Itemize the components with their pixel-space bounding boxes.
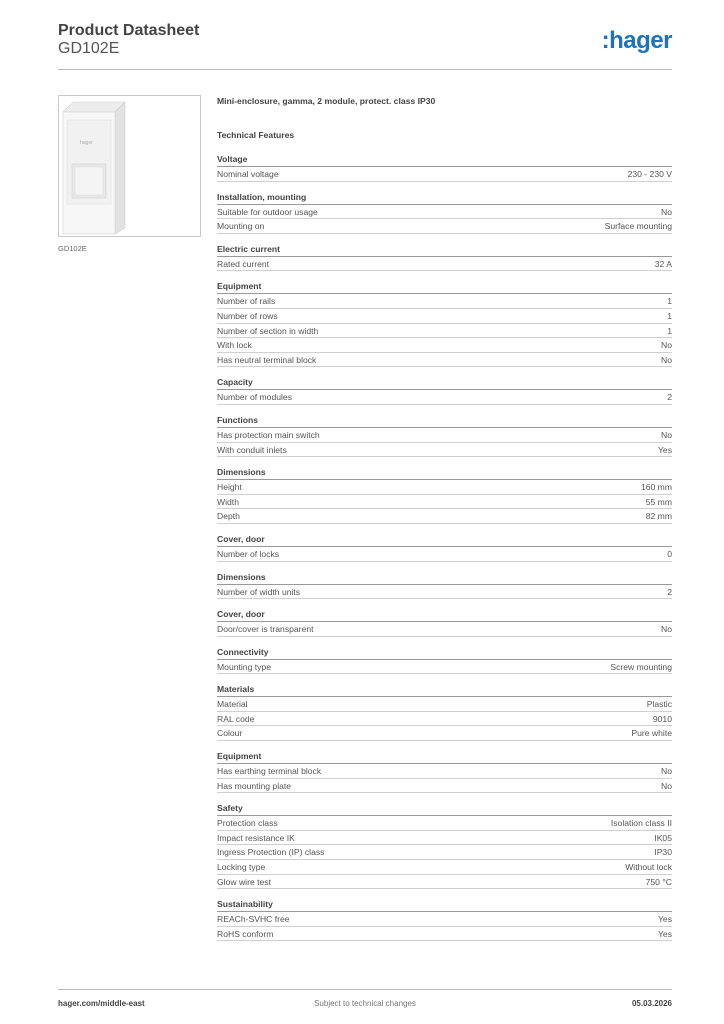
footer-date: 05.03.2026 xyxy=(631,999,672,1008)
spec-value: Screw mounting xyxy=(610,661,672,672)
spec-value: No xyxy=(661,206,672,217)
spec-section xyxy=(217,750,672,793)
spec-value: 230 - 230 V xyxy=(627,169,672,179)
section-title: Functions xyxy=(217,414,672,428)
spec-row xyxy=(217,219,672,234)
spec-row xyxy=(217,585,672,600)
spec-section xyxy=(217,466,672,524)
spec-row xyxy=(217,816,672,831)
spec-label: Material xyxy=(217,699,248,710)
spec-section xyxy=(217,191,672,234)
section-title: Equipment xyxy=(217,280,672,294)
spec-row xyxy=(217,779,672,794)
spec-value: 2 xyxy=(667,586,672,597)
spec-row xyxy=(217,309,672,324)
footer-website: hager.com/middle-east xyxy=(58,999,145,1008)
spec-section xyxy=(217,414,672,457)
spec-label: Ingress Protection (IP) class xyxy=(217,847,325,858)
spec-value: 160 mm xyxy=(640,482,672,493)
spec-section xyxy=(217,153,672,182)
section-title: Cover, door xyxy=(217,533,672,547)
spec-label: Has mounting plate xyxy=(217,780,292,791)
spec-label: Width xyxy=(217,496,239,507)
spec-row xyxy=(217,912,672,927)
spec-value: Yes xyxy=(657,928,672,939)
spec-label: Has protection main switch xyxy=(217,429,320,440)
spec-label: Door/cover is transparent xyxy=(217,624,314,635)
page-footer xyxy=(58,989,672,1013)
spec-row xyxy=(217,428,672,443)
spec-section xyxy=(217,646,672,675)
spec-section xyxy=(217,571,672,600)
section-title: Cover, door xyxy=(217,608,672,622)
spec-value: 0 xyxy=(667,548,672,559)
spec-label: Height xyxy=(217,482,242,493)
spec-value: 1 xyxy=(667,310,672,321)
spec-label: With lock xyxy=(217,340,252,351)
spec-row xyxy=(217,480,672,495)
footer-note: Subject to technical changes xyxy=(314,999,416,1008)
spec-value: 750 °C xyxy=(645,876,672,887)
spec-row xyxy=(217,294,672,309)
spec-row xyxy=(217,697,672,712)
spec-section xyxy=(217,683,672,741)
spec-row xyxy=(217,205,672,220)
spec-value: No xyxy=(661,429,672,440)
spec-row xyxy=(217,831,672,846)
spec-value: Pure white xyxy=(631,728,672,739)
spec-value: No xyxy=(661,766,672,777)
spec-label: With conduit inlets xyxy=(217,444,287,455)
section-title: Materials xyxy=(217,683,672,697)
spec-label: REACh-SVHC free xyxy=(217,914,290,925)
spec-label: Suitable for outdoor usage xyxy=(217,206,318,217)
spec-row xyxy=(217,875,672,890)
spec-label: Depth xyxy=(217,511,240,522)
section-title: Connectivity xyxy=(217,646,672,660)
section-title: Voltage xyxy=(217,153,672,167)
spec-value: No xyxy=(661,354,672,365)
spec-label: Nominal voltage xyxy=(217,169,279,179)
spec-label: RoHS conform xyxy=(217,928,274,939)
spec-row xyxy=(217,726,672,741)
spec-row xyxy=(217,324,672,339)
spec-section xyxy=(217,533,672,562)
spec-row xyxy=(217,622,672,637)
spec-row xyxy=(217,257,672,272)
spec-label: Rated current xyxy=(217,258,270,269)
section-title: Electric current xyxy=(217,243,672,257)
spec-label: Number of rows xyxy=(217,310,278,321)
spec-value: 9010 xyxy=(652,713,672,724)
section-title: Dimensions xyxy=(217,571,672,585)
spec-row xyxy=(217,660,672,675)
spec-label: Locking type xyxy=(217,862,266,873)
page-title: Product Datasheet xyxy=(58,22,200,39)
spec-value: 1 xyxy=(667,296,672,307)
section-title: Safety xyxy=(217,802,672,816)
spec-value: 2 xyxy=(667,392,672,403)
spec-row xyxy=(217,860,672,875)
spec-section xyxy=(217,376,672,405)
spec-label: Number of rails xyxy=(217,296,276,307)
spec-value: No xyxy=(661,780,672,791)
spec-section xyxy=(217,608,672,637)
spec-row xyxy=(217,509,672,524)
product-description: Mini-enclosure, gamma, 2 module, protect. class IP30 xyxy=(217,96,436,106)
spec-section xyxy=(217,802,672,889)
technical-features-heading: Technical Features xyxy=(217,130,295,140)
spec-label: Number of section in width xyxy=(217,325,319,336)
spec-label: Number of modules xyxy=(217,392,292,403)
spec-label: Impact resistance IK xyxy=(217,832,295,843)
spec-row xyxy=(217,547,672,562)
spec-value: Isolation class II xyxy=(610,818,672,829)
spec-label: Colour xyxy=(217,728,243,739)
image-caption: GD102E xyxy=(58,244,87,253)
section-title: Sustainability xyxy=(217,898,672,912)
spec-section xyxy=(217,280,672,367)
spec-value: 55 mm xyxy=(645,496,672,507)
spec-section xyxy=(217,243,672,272)
spec-value: IP30 xyxy=(654,847,672,858)
spec-row xyxy=(217,390,672,405)
svg-text:hager: hager xyxy=(80,140,93,146)
spec-value: Plastic xyxy=(646,699,672,710)
spec-row xyxy=(217,764,672,779)
spec-label: Has neutral terminal block xyxy=(217,354,317,365)
spec-value: No xyxy=(661,624,672,635)
spec-value: IK05 xyxy=(654,832,672,843)
spec-sections xyxy=(217,153,672,941)
spec-row xyxy=(217,338,672,353)
spec-value: 1 xyxy=(667,325,672,336)
spec-row xyxy=(217,845,672,860)
page-header xyxy=(58,20,672,70)
spec-label: Mounting type xyxy=(217,661,271,672)
spec-label: Mounting on xyxy=(217,221,265,232)
spec-value: 82 mm xyxy=(645,511,672,522)
spec-section xyxy=(217,898,672,941)
spec-value: 32 A xyxy=(654,258,672,269)
section-title: Capacity xyxy=(217,376,672,390)
section-title: Equipment xyxy=(217,750,672,764)
spec-row xyxy=(217,712,672,727)
hager-logo: :hager xyxy=(601,27,672,54)
enclosure-illustration xyxy=(59,96,200,236)
product-image xyxy=(58,95,201,237)
spec-value: Yes xyxy=(657,914,672,925)
spec-value: Without lock xyxy=(625,862,672,873)
spec-row xyxy=(217,443,672,458)
product-code: GD102E xyxy=(58,40,120,57)
spec-label: RAL code xyxy=(217,713,255,724)
spec-label: Number of width units xyxy=(217,586,301,597)
spec-label: Glow wire test xyxy=(217,876,271,887)
spec-label: Has earthing terminal block xyxy=(217,766,322,777)
spec-label: Number of locks xyxy=(217,548,280,559)
spec-row xyxy=(217,927,672,942)
spec-row xyxy=(217,495,672,510)
spec-row xyxy=(217,353,672,368)
section-title: Dimensions xyxy=(217,466,672,480)
spec-value: Yes xyxy=(657,444,672,455)
spec-value: Surface mounting xyxy=(604,221,672,232)
spec-value: No xyxy=(661,340,672,351)
spec-row xyxy=(217,167,672,182)
section-title: Installation, mounting xyxy=(217,191,672,205)
spec-label: Protection class xyxy=(217,818,278,829)
spec-content xyxy=(217,94,672,950)
